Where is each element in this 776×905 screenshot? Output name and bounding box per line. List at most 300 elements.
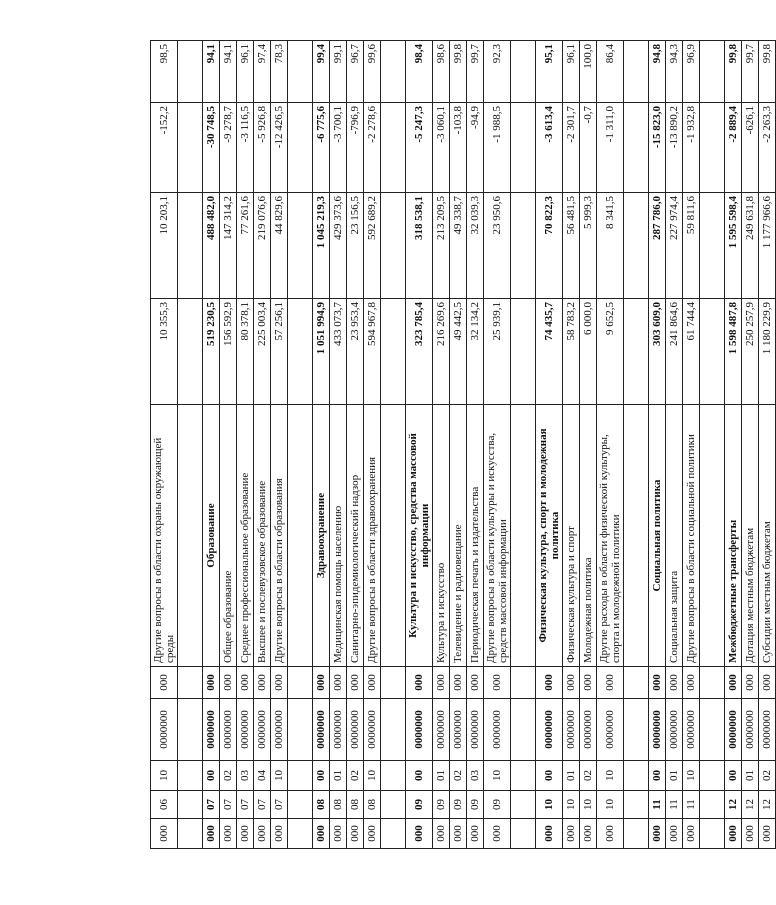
deviation-cell [700, 103, 725, 193]
planned-amount-cell: 216 269,6 [433, 299, 450, 405]
percent-cell [178, 41, 203, 103]
item-name-cell [178, 405, 203, 667]
subsection-code-cell: 10 [484, 761, 511, 791]
percent-cell [511, 41, 536, 103]
subsection-code-cell: 10 [597, 761, 624, 791]
subsection-code-cell [381, 761, 406, 791]
planned-amount-cell: 433 073,7 [330, 299, 347, 405]
item-name-cell: Образование [203, 405, 220, 667]
deviation-cell: -1 932,8 [683, 103, 700, 193]
planned-amount-cell [624, 299, 649, 405]
section-code-cell: 10 [580, 791, 597, 819]
expense-type-cell: 000 [313, 667, 330, 699]
subsection-code-cell: 00 [406, 761, 433, 791]
item-name-cell: Общее образование [220, 405, 237, 667]
section-code-cell [178, 791, 203, 819]
item-name-cell: Среднее профессиональное образование [237, 405, 254, 667]
deviation-cell: -15 823,0 [649, 103, 666, 193]
section-code-cell: 08 [313, 791, 330, 819]
table-row [151, 41, 178, 849]
target-article-cell: 0000000 [597, 699, 624, 761]
actual-amount-cell: 44 829,6 [271, 193, 288, 299]
expense-type-cell: 000 [580, 667, 597, 699]
subsection-code-cell: 01 [666, 761, 683, 791]
gov-code-cell: 000 [406, 819, 433, 849]
spacer-row [700, 41, 725, 849]
target-article-cell: 0000000 [742, 699, 759, 761]
expense-type-cell: 000 [433, 667, 450, 699]
actual-amount-cell [700, 193, 725, 299]
budget-expenditure-table [150, 40, 776, 849]
gov-code-cell: 000 [742, 819, 759, 849]
item-name-cell: Телевидение и радиовещание [450, 405, 467, 667]
target-article-cell: 0000000 [563, 699, 580, 761]
target-article-cell: 0000000 [237, 699, 254, 761]
percent-cell: 86,4 [597, 41, 624, 103]
table-row [580, 41, 597, 849]
planned-amount-cell [178, 299, 203, 405]
section-code-cell: 10 [597, 791, 624, 819]
table-row [742, 41, 759, 849]
expense-type-cell: 000 [406, 667, 433, 699]
percent-cell: 96,9 [683, 41, 700, 103]
expense-type-cell: 000 [237, 667, 254, 699]
section-code-cell: 06 [151, 791, 178, 819]
gov-code-cell: 000 [364, 819, 381, 849]
subsection-code-cell: 01 [563, 761, 580, 791]
actual-amount-cell [511, 193, 536, 299]
deviation-cell: -12 426,5 [271, 103, 288, 193]
percent-cell: 96,1 [563, 41, 580, 103]
percent-cell: 99,7 [742, 41, 759, 103]
actual-amount-cell: 10 203,1 [151, 193, 178, 299]
planned-amount-cell: 519 230,5 [203, 299, 220, 405]
planned-amount-cell: 9 652,5 [597, 299, 624, 405]
subsection-code-cell: 02 [450, 761, 467, 791]
expense-type-cell: 000 [597, 667, 624, 699]
table-row [484, 41, 511, 849]
expense-type-cell: 000 [484, 667, 511, 699]
table-row [330, 41, 347, 849]
target-article-cell: 0000000 [347, 699, 364, 761]
gov-code-cell: 000 [666, 819, 683, 849]
target-article-cell: 0000000 [406, 699, 433, 761]
expense-type-cell [288, 667, 313, 699]
percent-cell: 99,8 [450, 41, 467, 103]
gov-code-cell: 000 [450, 819, 467, 849]
actual-amount-cell: 5 999,3 [580, 193, 597, 299]
subsection-code-cell: 03 [237, 761, 254, 791]
target-article-cell [511, 699, 536, 761]
table-row [254, 41, 271, 849]
item-name-cell: Межбюджетные трансферты [725, 405, 742, 667]
item-name-cell: Другие вопросы в области охраны окружающей среды [151, 405, 178, 667]
subsection-code-cell [700, 761, 725, 791]
percent-cell: 98,5 [151, 41, 178, 103]
expense-type-cell [381, 667, 406, 699]
target-article-cell: 0000000 [580, 699, 597, 761]
subsection-code-cell: 02 [220, 761, 237, 791]
actual-amount-cell: 1 177 966,6 [759, 193, 776, 299]
target-article-cell [178, 699, 203, 761]
percent-cell: 99,8 [759, 41, 776, 103]
actual-amount-cell: 227 974,4 [666, 193, 683, 299]
gov-code-cell [511, 819, 536, 849]
subsection-code-cell: 10 [364, 761, 381, 791]
target-article-cell: 0000000 [725, 699, 742, 761]
table-row [347, 41, 364, 849]
deviation-cell: -2 278,6 [364, 103, 381, 193]
section-code-cell: 08 [330, 791, 347, 819]
item-name-cell: Другие расходы в области физической культуры, спорта и молодежной политики [597, 405, 624, 667]
item-name-cell: Социальная политика [649, 405, 666, 667]
section-code-cell: 09 [484, 791, 511, 819]
actual-amount-cell [381, 193, 406, 299]
percent-cell: 98,4 [406, 41, 433, 103]
percent-cell: 96,7 [347, 41, 364, 103]
deviation-cell [288, 103, 313, 193]
percent-cell: 99,1 [330, 41, 347, 103]
gov-code-cell: 000 [725, 819, 742, 849]
target-article-cell [700, 699, 725, 761]
planned-amount-cell: 156 592,9 [220, 299, 237, 405]
actual-amount-cell: 318 538,1 [406, 193, 433, 299]
subsection-code-cell: 01 [330, 761, 347, 791]
planned-amount-cell: 80 378,1 [237, 299, 254, 405]
item-name-cell: Медицинская помощь населению [330, 405, 347, 667]
planned-amount-cell: 10 355,3 [151, 299, 178, 405]
percent-cell: 97,4 [254, 41, 271, 103]
target-article-cell [381, 699, 406, 761]
target-article-cell: 0000000 [666, 699, 683, 761]
section-code-cell: 07 [237, 791, 254, 819]
expense-type-cell: 000 [347, 667, 364, 699]
target-article-cell [288, 699, 313, 761]
gov-code-cell: 000 [484, 819, 511, 849]
deviation-cell: -6 775,6 [313, 103, 330, 193]
section-code-cell: 10 [536, 791, 563, 819]
planned-amount-cell: 61 744,4 [683, 299, 700, 405]
subsection-code-cell: 10 [151, 761, 178, 791]
spacer-row [511, 41, 536, 849]
planned-amount-cell: 32 134,2 [467, 299, 484, 405]
percent-cell: 96,1 [237, 41, 254, 103]
target-article-cell: 0000000 [683, 699, 700, 761]
item-name-cell: Другие вопросы в области образования [271, 405, 288, 667]
expense-type-cell: 000 [563, 667, 580, 699]
target-article-cell: 0000000 [151, 699, 178, 761]
subsection-code-cell [178, 761, 203, 791]
planned-amount-cell: 1 598 487,8 [725, 299, 742, 405]
gov-code-cell: 000 [203, 819, 220, 849]
planned-amount-cell: 225 003,4 [254, 299, 271, 405]
item-name-cell [700, 405, 725, 667]
gov-code-cell: 000 [347, 819, 364, 849]
deviation-cell: -3 116,5 [237, 103, 254, 193]
section-code-cell [381, 791, 406, 819]
table-row [649, 41, 666, 849]
deviation-cell: -103,8 [450, 103, 467, 193]
deviation-cell [624, 103, 649, 193]
expense-type-cell: 000 [666, 667, 683, 699]
expense-type-cell: 000 [254, 667, 271, 699]
percent-cell [288, 41, 313, 103]
planned-amount-cell: 25 939,1 [484, 299, 511, 405]
table-row [433, 41, 450, 849]
planned-amount-cell: 57 256,1 [271, 299, 288, 405]
expense-type-cell: 000 [742, 667, 759, 699]
gov-code-cell [288, 819, 313, 849]
table-row [220, 41, 237, 849]
target-article-cell: 0000000 [649, 699, 666, 761]
table-row [450, 41, 467, 849]
expense-type-cell: 000 [364, 667, 381, 699]
actual-amount-cell: 23 950,6 [484, 193, 511, 299]
percent-cell [624, 41, 649, 103]
actual-amount-cell [288, 193, 313, 299]
target-article-cell: 0000000 [313, 699, 330, 761]
section-code-cell: 08 [347, 791, 364, 819]
actual-amount-cell [624, 193, 649, 299]
expense-type-cell: 000 [203, 667, 220, 699]
target-article-cell: 0000000 [271, 699, 288, 761]
section-code-cell: 09 [406, 791, 433, 819]
target-article-cell: 0000000 [203, 699, 220, 761]
deviation-cell: -2 263,3 [759, 103, 776, 193]
deviation-cell: -5 247,3 [406, 103, 433, 193]
item-name-cell: Другие вопросы в области здравоохранения [364, 405, 381, 667]
spacer-row [288, 41, 313, 849]
percent-cell: 94,1 [203, 41, 220, 103]
planned-amount-cell: 323 785,4 [406, 299, 433, 405]
deviation-cell: -3 060,1 [433, 103, 450, 193]
percent-cell: 94,3 [666, 41, 683, 103]
deviation-cell: -2 301,7 [563, 103, 580, 193]
gov-code-cell: 000 [313, 819, 330, 849]
expense-type-cell: 000 [151, 667, 178, 699]
item-name-cell: Молодежная политика [580, 405, 597, 667]
item-name-cell [624, 405, 649, 667]
gov-code-cell: 000 [649, 819, 666, 849]
section-code-cell: 09 [433, 791, 450, 819]
expense-type-cell [624, 667, 649, 699]
deviation-cell: -1 311,0 [597, 103, 624, 193]
planned-amount-cell: 250 257,9 [742, 299, 759, 405]
target-article-cell: 0000000 [484, 699, 511, 761]
planned-amount-cell: 1 180 229,9 [759, 299, 776, 405]
table-row [563, 41, 580, 849]
subsection-code-cell: 02 [347, 761, 364, 791]
section-code-cell: 07 [271, 791, 288, 819]
subsection-code-cell: 03 [467, 761, 484, 791]
section-code-cell: 12 [725, 791, 742, 819]
percent-cell: 99,8 [725, 41, 742, 103]
section-code-cell: 07 [254, 791, 271, 819]
gov-code-cell: 000 [151, 819, 178, 849]
actual-amount-cell: 287 786,0 [649, 193, 666, 299]
target-article-cell: 0000000 [330, 699, 347, 761]
deviation-cell: -13 890,2 [666, 103, 683, 193]
planned-amount-cell: 23 953,4 [347, 299, 364, 405]
subsection-code-cell: 00 [536, 761, 563, 791]
actual-amount-cell: 429 373,6 [330, 193, 347, 299]
actual-amount-cell: 32 039,3 [467, 193, 484, 299]
gov-code-cell: 000 [271, 819, 288, 849]
item-name-cell: Другие вопросы в области культуры и искусства, средств массовой информации [484, 405, 511, 667]
gov-code-cell: 000 [563, 819, 580, 849]
gov-code-cell: 000 [254, 819, 271, 849]
planned-amount-cell: 74 435,7 [536, 299, 563, 405]
planned-amount-cell [381, 299, 406, 405]
target-article-cell: 0000000 [433, 699, 450, 761]
section-code-cell [288, 791, 313, 819]
subsection-code-cell: 00 [725, 761, 742, 791]
table-row [683, 41, 700, 849]
target-article-cell: 0000000 [254, 699, 271, 761]
planned-amount-cell [511, 299, 536, 405]
planned-amount-cell: 49 442,5 [450, 299, 467, 405]
item-name-cell: Здравоохранение [313, 405, 330, 667]
percent-cell: 99,7 [467, 41, 484, 103]
planned-amount-cell: 6 000,0 [580, 299, 597, 405]
item-name-cell: Дотация местным бюджетам [742, 405, 759, 667]
expense-type-cell: 000 [725, 667, 742, 699]
table-row [725, 41, 742, 849]
expense-type-cell: 000 [649, 667, 666, 699]
subsection-code-cell [288, 761, 313, 791]
subsection-code-cell: 10 [271, 761, 288, 791]
target-article-cell: 0000000 [220, 699, 237, 761]
section-code-cell: 12 [759, 791, 776, 819]
subsection-code-cell: 10 [683, 761, 700, 791]
target-article-cell: 0000000 [467, 699, 484, 761]
actual-amount-cell: 77 261,6 [237, 193, 254, 299]
expense-type-cell [700, 667, 725, 699]
gov-code-cell: 000 [597, 819, 624, 849]
gov-code-cell: 000 [580, 819, 597, 849]
section-code-cell: 08 [364, 791, 381, 819]
planned-amount-cell: 594 967,8 [364, 299, 381, 405]
section-code-cell: 09 [450, 791, 467, 819]
item-name-cell [288, 405, 313, 667]
gov-code-cell: 000 [759, 819, 776, 849]
item-name-cell: Другие вопросы в области социальной политики [683, 405, 700, 667]
item-name-cell: Физическая культура, спорт и молодежная политика [536, 405, 563, 667]
table-row [237, 41, 254, 849]
percent-cell: 100,0 [580, 41, 597, 103]
subsection-code-cell: 02 [580, 761, 597, 791]
gov-code-cell: 000 [683, 819, 700, 849]
table-row [666, 41, 683, 849]
item-name-cell: Субсидии местным бюджетам [759, 405, 776, 667]
gov-code-cell [700, 819, 725, 849]
actual-amount-cell: 1 595 598,4 [725, 193, 742, 299]
percent-cell: 98,6 [433, 41, 450, 103]
subsection-code-cell: 04 [254, 761, 271, 791]
expense-type-cell [178, 667, 203, 699]
target-article-cell: 0000000 [759, 699, 776, 761]
deviation-cell [511, 103, 536, 193]
deviation-cell: -5 926,8 [254, 103, 271, 193]
percent-cell: 94,8 [649, 41, 666, 103]
item-name-cell: Высшее и послевузовское образование [254, 405, 271, 667]
section-code-cell: 11 [649, 791, 666, 819]
subsection-code-cell: 00 [649, 761, 666, 791]
percent-cell [381, 41, 406, 103]
table-row [271, 41, 288, 849]
target-article-cell: 0000000 [364, 699, 381, 761]
table-row [313, 41, 330, 849]
expense-type-cell: 000 [330, 667, 347, 699]
table-row [759, 41, 776, 849]
expense-type-cell: 000 [683, 667, 700, 699]
section-code-cell: 12 [742, 791, 759, 819]
spacer-row [624, 41, 649, 849]
item-name-cell: Физическая культура и спорт [563, 405, 580, 667]
deviation-cell: -30 748,5 [203, 103, 220, 193]
section-code-cell: 11 [666, 791, 683, 819]
percent-cell: 99,4 [313, 41, 330, 103]
deviation-cell: -152,2 [151, 103, 178, 193]
subsection-code-cell: 00 [313, 761, 330, 791]
percent-cell: 78,3 [271, 41, 288, 103]
deviation-cell: -3 613,4 [536, 103, 563, 193]
expense-type-cell: 000 [220, 667, 237, 699]
section-code-cell: 09 [467, 791, 484, 819]
actual-amount-cell: 23 156,5 [347, 193, 364, 299]
item-name-cell [511, 405, 536, 667]
spacer-row [381, 41, 406, 849]
gov-code-cell: 000 [330, 819, 347, 849]
actual-amount-cell: 70 822,3 [536, 193, 563, 299]
deviation-cell: -1 988,5 [484, 103, 511, 193]
percent-cell: 94,1 [220, 41, 237, 103]
gov-code-cell [381, 819, 406, 849]
deviation-cell: -2 889,4 [725, 103, 742, 193]
gov-code-cell: 000 [220, 819, 237, 849]
target-article-cell [624, 699, 649, 761]
spacer-row [178, 41, 203, 849]
item-name-cell: Культура и искусство [433, 405, 450, 667]
gov-code-cell: 000 [467, 819, 484, 849]
planned-amount-cell [288, 299, 313, 405]
item-name-cell [381, 405, 406, 667]
section-code-cell: 11 [683, 791, 700, 819]
subsection-code-cell [624, 761, 649, 791]
subsection-code-cell: 02 [759, 761, 776, 791]
subsection-code-cell: 01 [742, 761, 759, 791]
actual-amount-cell: 219 076,6 [254, 193, 271, 299]
deviation-cell: -3 700,1 [330, 103, 347, 193]
item-name-cell: Санитарно-эпидемиологический надзор [347, 405, 364, 667]
deviation-cell: -626,1 [742, 103, 759, 193]
section-code-cell: 07 [203, 791, 220, 819]
item-name-cell: Социальная защита [666, 405, 683, 667]
planned-amount-cell: 1 051 994,9 [313, 299, 330, 405]
expense-type-cell: 000 [759, 667, 776, 699]
expense-type-cell [511, 667, 536, 699]
item-name-cell: Периодическая печать и издательства [467, 405, 484, 667]
table-row [467, 41, 484, 849]
deviation-cell: -0,7 [580, 103, 597, 193]
expense-type-cell: 000 [467, 667, 484, 699]
planned-amount-cell: 303 609,0 [649, 299, 666, 405]
section-code-cell [700, 791, 725, 819]
actual-amount-cell: 49 338,7 [450, 193, 467, 299]
table-row [203, 41, 220, 849]
section-code-cell [511, 791, 536, 819]
actual-amount-cell: 147 314,2 [220, 193, 237, 299]
